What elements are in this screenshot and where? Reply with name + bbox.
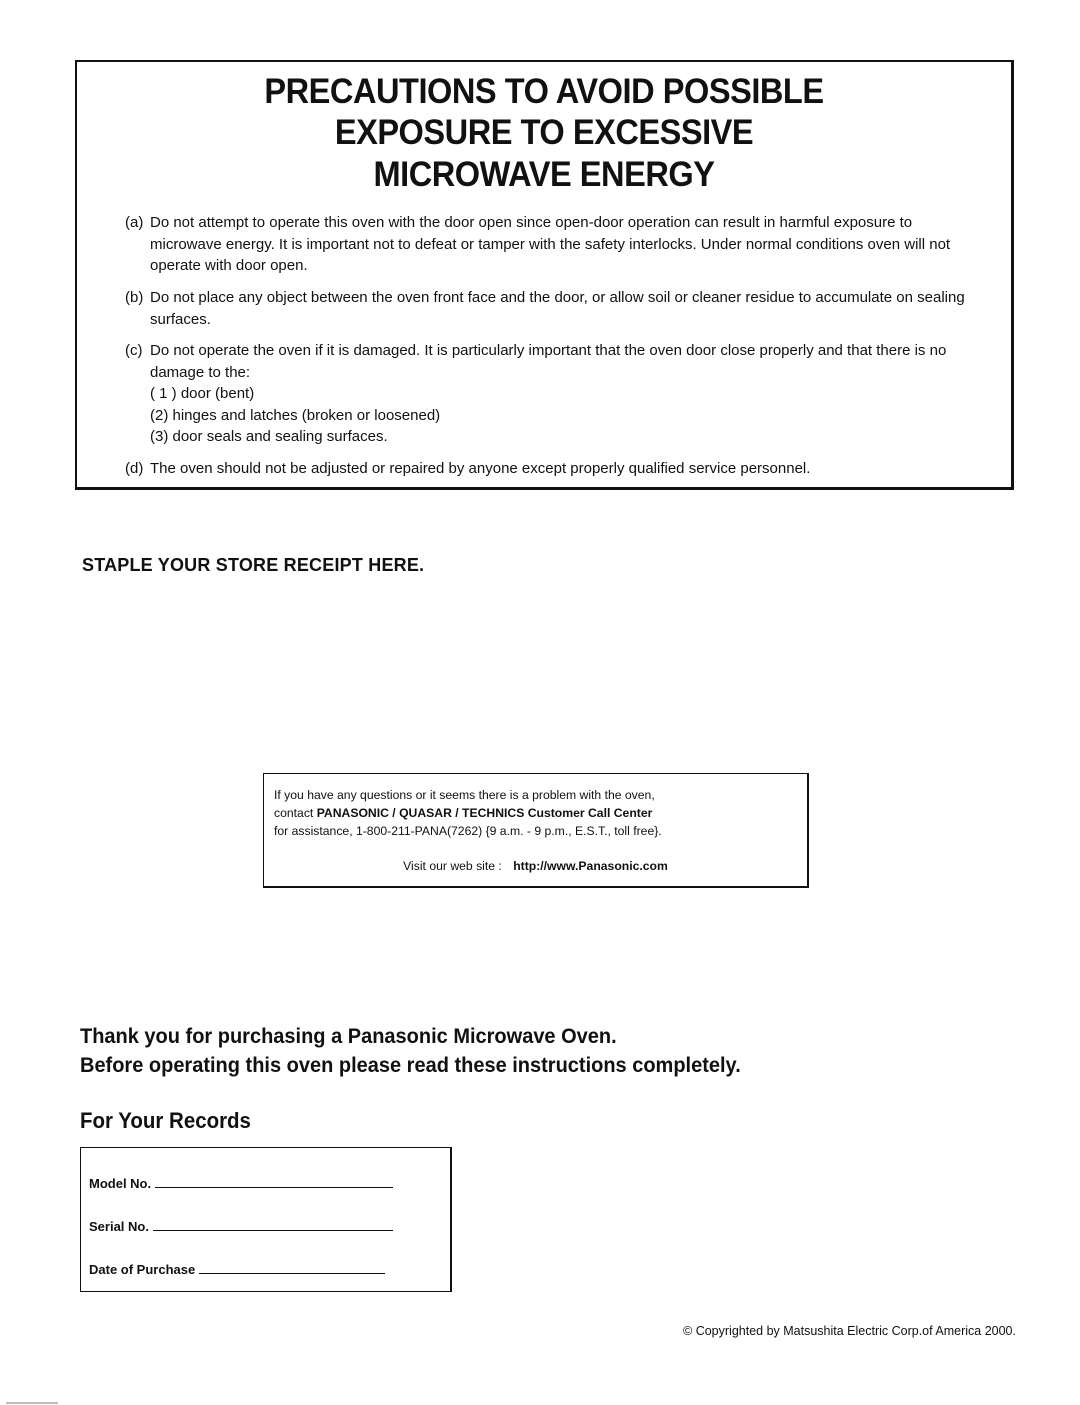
field-label: Date of Purchase bbox=[89, 1262, 196, 1277]
contact-line-2 bbox=[274, 804, 662, 822]
thank-you-line-1: Thank you for purchasing a Panasonic Microwave Oven. bbox=[80, 1024, 617, 1048]
item-text: Do not attempt to operate this oven with the door open since open-door operation can result in harmful exposure to microwave energy. It is important not to defeat or tamper with the safety interlocks. Under normal conditions oven will not operate with door open. bbox=[150, 214, 951, 274]
item-label: (a) bbox=[125, 214, 144, 231]
item-label: (b) bbox=[125, 289, 144, 306]
item-text bbox=[125, 340, 975, 448]
records-heading: For Your Records bbox=[80, 1108, 251, 1133]
date-of-purchase-field[interactable] bbox=[89, 1262, 385, 1277]
precaution-item-b bbox=[125, 287, 975, 330]
contact-info-box bbox=[263, 773, 809, 888]
contact-text bbox=[274, 786, 662, 840]
serial-number-field[interactable] bbox=[89, 1219, 393, 1234]
precaution-item-a bbox=[125, 212, 975, 277]
website-url-link[interactable]: http://www.Panasonic.com bbox=[513, 859, 668, 873]
field-label: Model No. bbox=[89, 1176, 152, 1191]
item-text: The oven should not be adjusted or repaired by anyone except properly qualified service personnel. bbox=[150, 460, 811, 477]
item-text-main: Do not operate the oven if it is damaged. It is particularly important that the oven door close properly and that there is no damage to the: bbox=[150, 342, 947, 381]
call-center-name: PANASONIC / QUASAR / TECHNICS Customer Call Center bbox=[316, 806, 653, 820]
precautions-title-line-3: MICROWAVE ENERGY bbox=[373, 155, 715, 194]
precaution-item-c bbox=[125, 340, 975, 448]
website-line bbox=[264, 859, 807, 873]
website-label: Visit our web site : bbox=[403, 859, 502, 873]
item-label: (c) bbox=[125, 342, 143, 359]
item-text: Do not place any object between the oven front face and the door, or allow soil or cleaner residue to accumulate on sealing surfaces. bbox=[150, 289, 965, 328]
precautions-box bbox=[75, 60, 1014, 490]
thank-you-line-2: Before operating this oven please read these instructions completely. bbox=[80, 1053, 741, 1077]
subitem-1: ( 1 ) door (bent) bbox=[150, 385, 255, 402]
staple-receipt-heading: STAPLE YOUR STORE RECEIPT HERE. bbox=[82, 555, 425, 575]
copyright-notice: © Copyrighted by Matsushita Electric Corp.of America 2000. bbox=[683, 1324, 1016, 1338]
contact-line-1: If you have any questions or it seems there is a problem with the oven, bbox=[274, 788, 655, 802]
contact-prefix: contact bbox=[274, 806, 317, 820]
page-edge-mark bbox=[6, 1402, 58, 1404]
model-number-field[interactable] bbox=[89, 1176, 393, 1191]
field-label: Serial No. bbox=[89, 1219, 149, 1234]
field-blank-line[interactable] bbox=[155, 1186, 393, 1188]
records-box bbox=[80, 1147, 452, 1292]
field-blank-line[interactable] bbox=[199, 1272, 385, 1274]
precautions-title-line-1: PRECAUTIONS TO AVOID POSSIBLE bbox=[264, 72, 824, 111]
subitem-3: (3) door seals and sealing surfaces. bbox=[150, 428, 388, 445]
thank-you-message bbox=[80, 1022, 741, 1080]
subitem-2: (2) hinges and latches (broken or loosened) bbox=[150, 406, 441, 424]
precautions-title-line-2: EXPOSURE TO EXCESSIVE bbox=[334, 113, 754, 152]
precaution-item-d bbox=[125, 458, 975, 480]
contact-line-3: for assistance, 1-800-211-PANA(7262) {9 a.m. - 9 p.m., E.S.T., toll free}. bbox=[274, 824, 662, 838]
item-label: (d) bbox=[125, 460, 144, 477]
field-blank-line[interactable] bbox=[153, 1229, 393, 1231]
